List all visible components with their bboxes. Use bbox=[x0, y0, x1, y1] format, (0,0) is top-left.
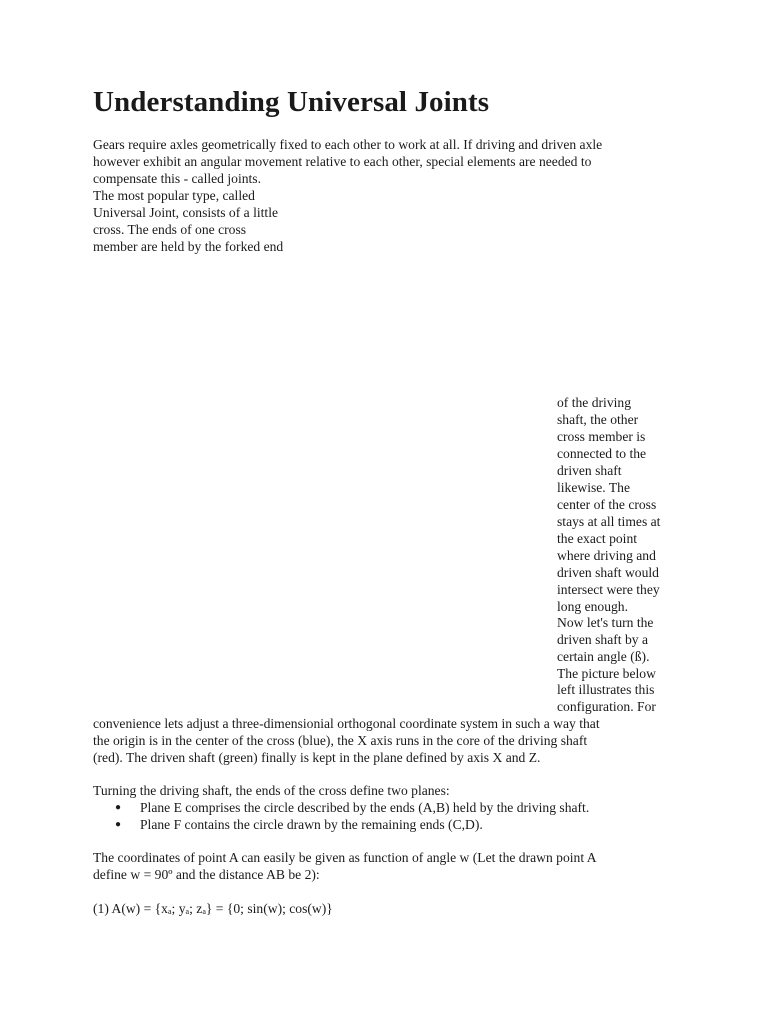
equation-mid-z: ; z bbox=[189, 901, 203, 916]
equation-lhs: (1) A(w) = {x bbox=[93, 901, 168, 916]
right-column-line: connected to the bbox=[557, 446, 647, 461]
coords-line-1: The coordinates of point A can easily be given as function of angle w (Let the drawn point A bbox=[93, 850, 597, 865]
right-column-line: certain angle (ß). bbox=[557, 649, 650, 664]
continuation-line-1: convenience lets adjust a three-dimensionial orthogonal coordinate system in such a way that bbox=[93, 716, 600, 731]
right-column-line: where driving and bbox=[557, 548, 656, 563]
right-column-line: configuration. For bbox=[557, 699, 656, 714]
right-column-line: likewise. The bbox=[557, 480, 630, 495]
equation-mid-y: ; y bbox=[171, 901, 186, 916]
right-column-line: cross member is bbox=[557, 429, 646, 444]
bullet-dot: ● bbox=[115, 802, 122, 813]
right-column-line: Now let's turn the bbox=[557, 615, 654, 630]
right-column-line: driven shaft bbox=[557, 463, 622, 478]
planes-intro: Turning the driving shaft, the ends of the cross define two planes: bbox=[93, 783, 450, 798]
continuation-line-2: the origin is in the center of the cross (blue), the X axis runs in the core of the driving shaft bbox=[93, 733, 588, 748]
equation-1 bbox=[93, 900, 333, 920]
subscript-y: a bbox=[185, 907, 190, 916]
continuation-line-3: (red). The driven shaft (green) finally is kept in the plane defined by axis X and Z. bbox=[93, 750, 541, 765]
right-column-line: The picture below bbox=[557, 666, 656, 681]
right-column-line: driven shaft would bbox=[557, 565, 659, 580]
page-title: Understanding Universal Joints bbox=[93, 86, 490, 118]
coords-line-2: define w = 90º and the distance AB be 2): bbox=[93, 867, 320, 882]
equation-rhs: } = {0; sin(w); cos(w)} bbox=[205, 901, 333, 916]
left-column-line-4: member are held by the forked end bbox=[93, 239, 284, 254]
bullet-item-plane-f: Plane F contains the circle drawn by the remaining ends (C,D). bbox=[140, 817, 483, 832]
intro-line-2: however exhibit an angular movement relative to each other, special elements are needed to bbox=[93, 154, 592, 169]
right-column-line: the exact point bbox=[557, 531, 638, 546]
left-column-line-2: Universal Joint, consists of a little bbox=[93, 205, 279, 220]
left-column-line-3: cross. The ends of one cross bbox=[93, 222, 247, 237]
bullet-dot: ● bbox=[115, 819, 122, 830]
right-column-line: left illustrates this bbox=[557, 682, 655, 697]
right-column-line: intersect were they bbox=[557, 582, 660, 597]
subscript-x: a bbox=[167, 907, 172, 916]
intro-line-1: Gears require axles geometrically fixed to each other to work at all. If driving and driven axle bbox=[93, 137, 603, 152]
right-column-line: of the driving bbox=[557, 395, 631, 410]
right-column-line: driven shaft by a bbox=[557, 632, 648, 647]
right-column-line: center of the cross bbox=[557, 497, 657, 512]
right-column-line: long enough. bbox=[557, 599, 628, 614]
left-column-line-1: The most popular type, called bbox=[93, 188, 255, 203]
bullet-item-plane-e: Plane E comprises the circle described by the ends (A,B) held by the driving shaft. bbox=[140, 800, 590, 815]
intro-line-3: compensate this - called joints. bbox=[93, 171, 261, 186]
right-column-line: shaft, the other bbox=[557, 412, 639, 427]
subscript-z: a bbox=[202, 907, 206, 916]
right-column-line: stays at all times at bbox=[557, 514, 661, 529]
